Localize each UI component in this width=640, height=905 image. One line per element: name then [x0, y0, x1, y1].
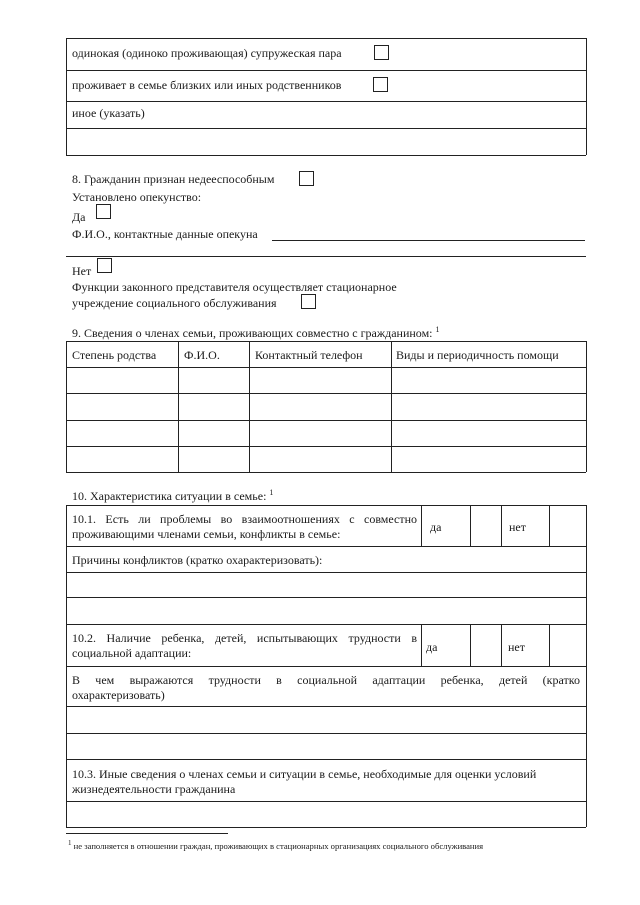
- conflicts-no-cell[interactable]: [550, 506, 585, 545]
- family-members-title: 9. Сведения о членах семьи, проживающих совместно с гражданином: $^1$: [72, 325, 440, 340]
- incapacity-checkbox[interactable]: [299, 171, 314, 186]
- child-adaptation-no-cell[interactable]: [550, 625, 585, 665]
- footnote-separator: [66, 833, 228, 834]
- col-full-name: Ф.И.О.: [184, 348, 220, 362]
- child-adaptation-question-line-2: социальной адаптации:: [72, 646, 192, 660]
- legal-representative-label-2: учреждение социального обслуживания: [72, 296, 277, 310]
- child-adaptation-yes-label: да: [426, 640, 438, 654]
- other-specify-label: иное (указать): [72, 106, 145, 120]
- guardianship-yes-checkbox[interactable]: [96, 204, 111, 219]
- legal-representative-label-1: Функции законного представителя осуществляет стационарное: [72, 280, 397, 294]
- lives-with-relatives-label: проживает в семье близких или иных родственников: [72, 78, 342, 92]
- family-situation-title: 10. Характеристика ситуации в семье: $^1$: [72, 488, 274, 503]
- other-family-info-label-2: жизнедеятельности гражданина: [72, 782, 236, 796]
- child-adaptation-no-label: нет: [508, 640, 525, 654]
- guardian-contacts-line-2: [66, 256, 586, 257]
- other-family-info-field[interactable]: [67, 802, 585, 826]
- guardianship-yes-label: Да: [72, 210, 86, 224]
- other-family-info-label-1: 10.3. Иные сведения о членах семьи и ситуации в семье, необходимые для оценки условий: [72, 767, 537, 781]
- child-adaptation-yes-cell[interactable]: [471, 625, 500, 665]
- adaptation-difficulties-field[interactable]: [67, 707, 585, 758]
- col-help: Виды и периодичность помощи: [396, 348, 559, 362]
- conflicts-no-label: нет: [509, 520, 526, 534]
- single-couple-label: одинокая (одиноко проживающая) супружеская пара: [72, 46, 342, 60]
- legal-representative-checkbox[interactable]: [301, 294, 316, 309]
- family-members-rows[interactable]: [67, 368, 585, 471]
- conflict-reasons-field[interactable]: [67, 573, 585, 623]
- col-phone: Контактный телефон: [255, 348, 363, 362]
- incapacity-label: 8. Гражданин признан недееспособным: [72, 172, 275, 186]
- conflicts-question-line-1: 10.1. Есть ли проблемы во взаимоотношениях с совместно: [72, 512, 417, 526]
- adaptation-difficulties-label-1: В чем выражаются трудности в социальной адаптации ребенка, детей (кратко: [72, 673, 580, 687]
- other-specify-field[interactable]: [67, 129, 585, 154]
- footnote: $^1$ не заполняется в отношении граждан, проживающих в стационарных организациях социального обслуживания: [68, 839, 484, 851]
- guardian-contacts-label: Ф.И.О., контактные данные опекуна: [72, 227, 258, 241]
- conflicts-question-line-2: проживающими членами семьи, конфликты в семье:: [72, 527, 341, 541]
- adaptation-difficulties-label-2: охарактеризовать): [72, 688, 165, 702]
- guardianship-label: Установлено опекунство:: [72, 190, 202, 204]
- conflicts-yes-label: да: [430, 520, 442, 534]
- single-couple-checkbox[interactable]: [374, 45, 389, 60]
- guardian-contacts-field[interactable]: [272, 226, 585, 240]
- guardian-contacts-line: [272, 240, 585, 241]
- col-relation: Степень родства: [72, 348, 157, 362]
- conflicts-yes-cell[interactable]: [471, 506, 500, 545]
- child-adaptation-question-line-1: 10.2. Наличие ребенка, детей, испытывающих трудности в: [72, 631, 417, 645]
- guardianship-no-label: Нет: [72, 264, 92, 278]
- lives-with-relatives-checkbox[interactable]: [373, 77, 388, 92]
- conflict-reasons-label: Причины конфликтов (кратко охарактеризовать):: [72, 553, 323, 567]
- guardianship-no-checkbox[interactable]: [97, 258, 112, 273]
